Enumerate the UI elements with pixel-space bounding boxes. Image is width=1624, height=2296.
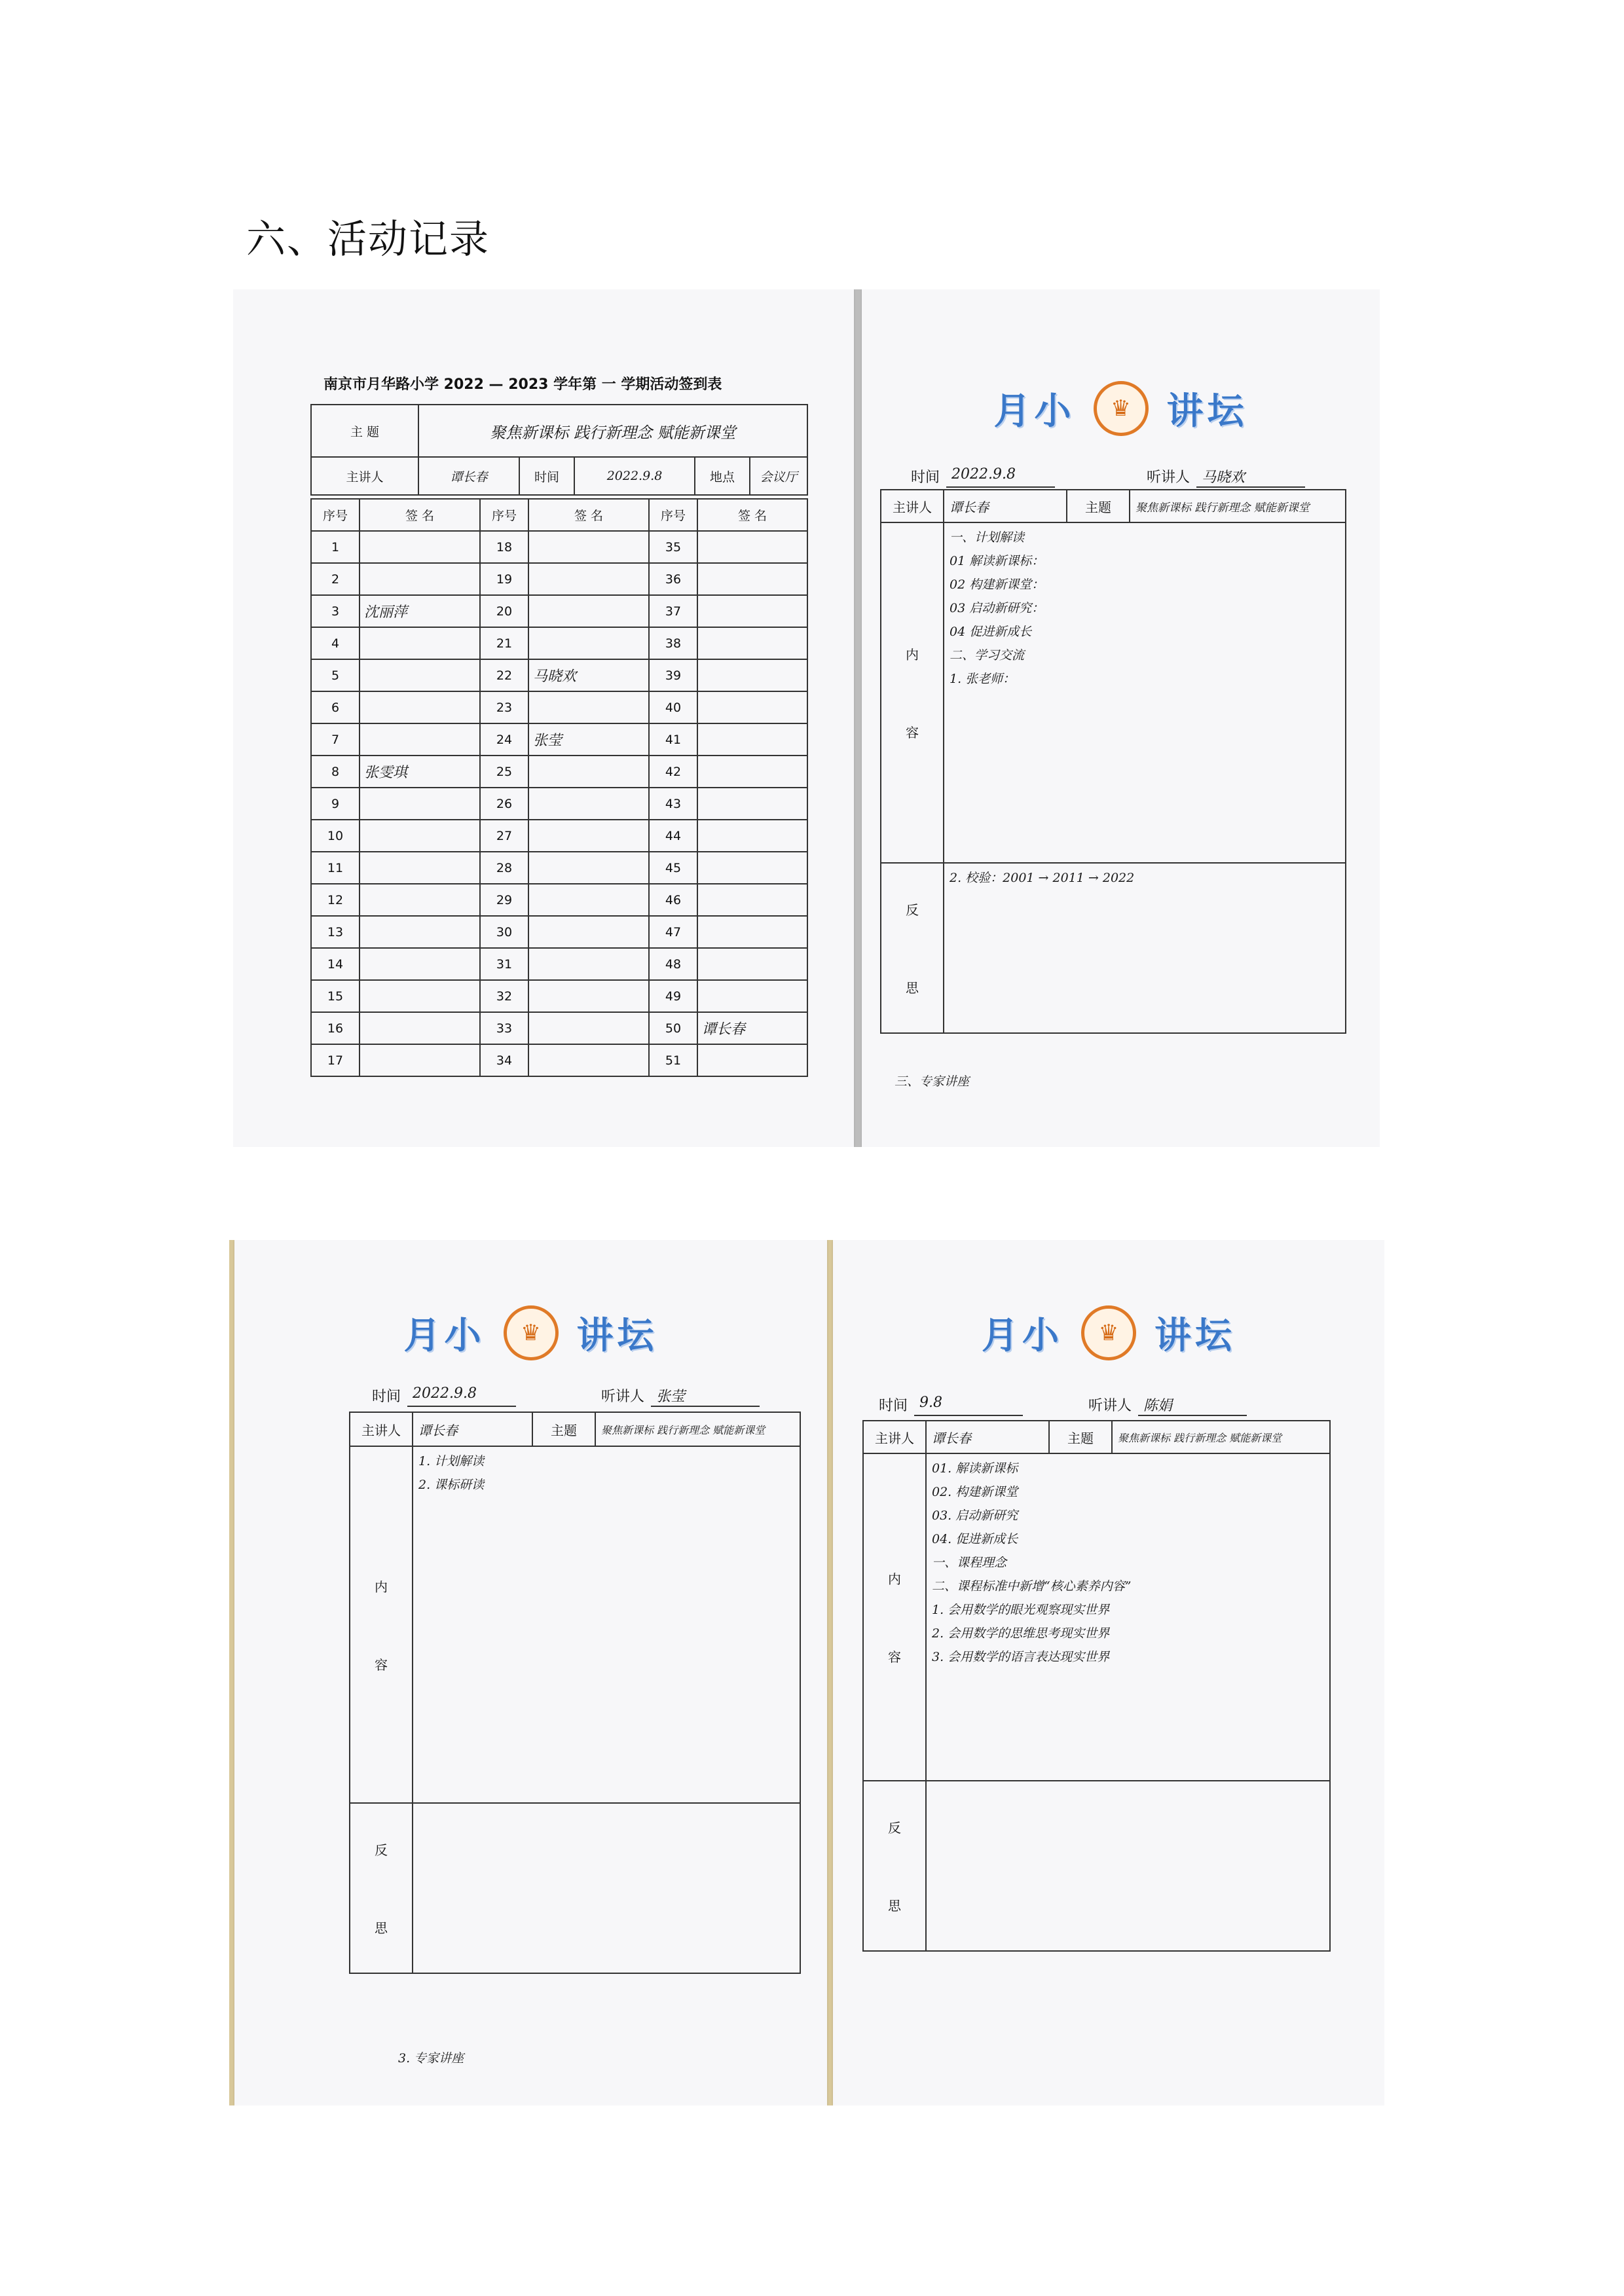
handwritten-line: 一、计划解读 xyxy=(950,530,1025,545)
row-number: 34 xyxy=(480,1044,528,1076)
activity-photo-1 xyxy=(233,289,1380,1147)
signature-cell xyxy=(528,531,649,563)
row-number: 46 xyxy=(649,884,697,916)
table-row xyxy=(311,948,807,980)
signature-cell xyxy=(528,756,649,788)
signature-cell xyxy=(528,627,649,659)
row-number: 37 xyxy=(649,595,697,627)
signature-cell xyxy=(528,595,649,627)
time-label: 时间 xyxy=(911,469,940,486)
forum-sheet-1 xyxy=(862,289,1380,1147)
speaker-label: 主讲人 xyxy=(863,1421,926,1453)
handwritten-line: 2. 会用数学的思维思考现实世界 xyxy=(932,1626,1110,1641)
table-row xyxy=(311,563,807,595)
table-row xyxy=(311,980,807,1012)
signature-cell xyxy=(528,980,649,1012)
signature-cell xyxy=(528,916,649,948)
content-label: 内 容 xyxy=(350,1446,413,1803)
listener-label: 听讲人 xyxy=(601,1389,645,1405)
handwritten-line: 01. 解读新课标 xyxy=(932,1461,1018,1476)
sign-in-title: 南京市月华路小学 2022 — 2023 学年第 一 学期活动签到表 xyxy=(323,376,722,393)
time-value: 2022.9.8 xyxy=(946,466,1055,488)
content-cell xyxy=(413,1446,800,1803)
row-number: 40 xyxy=(649,691,697,723)
table-row xyxy=(311,884,807,916)
row-number: 4 xyxy=(311,627,360,659)
school-emblem-icon: ♛ xyxy=(1081,1305,1136,1360)
row-number: 8 xyxy=(311,756,360,788)
signature-cell xyxy=(528,788,649,820)
theme-label: 主题 xyxy=(1067,490,1130,522)
signature-cell xyxy=(360,852,480,884)
signature-cell xyxy=(360,691,480,723)
signature-cell xyxy=(360,531,480,563)
time-value: 2022.9.8 xyxy=(574,457,695,495)
time-label: 时间 xyxy=(879,1398,908,1414)
signature-cell xyxy=(697,595,807,627)
page-heading: 六、活动记录 xyxy=(246,217,490,263)
signature-cell xyxy=(528,820,649,852)
row-number: 44 xyxy=(649,820,697,852)
activity-photo-2 xyxy=(229,1240,1384,2105)
theme-value: 聚焦新课标 践行新理念 赋能新课堂 xyxy=(595,1412,800,1446)
signature-cell xyxy=(697,820,807,852)
table-row xyxy=(311,531,807,563)
forum-table xyxy=(349,1412,801,1974)
forum-table xyxy=(880,489,1346,1034)
content-label: 内 容 xyxy=(863,1453,926,1781)
signature-cell xyxy=(697,884,807,916)
handwritten-line: 03 启动新研究： xyxy=(950,601,1044,615)
row-number: 19 xyxy=(480,563,528,595)
row-number: 25 xyxy=(480,756,528,788)
sign-in-table-header xyxy=(311,499,807,531)
col-sign: 签 名 xyxy=(697,499,807,531)
row-number: 50 xyxy=(649,1012,697,1044)
forum-table xyxy=(862,1420,1331,1952)
brand-left: 月小 xyxy=(403,1315,485,1357)
table-row xyxy=(311,916,807,948)
theme-value: 聚焦新课标 践行新理念 赋能新课堂 xyxy=(1130,490,1346,522)
signature-cell xyxy=(697,916,807,948)
row-number: 22 xyxy=(480,659,528,691)
row-number: 51 xyxy=(649,1044,697,1076)
row-number: 31 xyxy=(480,948,528,980)
signature-cell xyxy=(360,820,480,852)
table-row xyxy=(311,691,807,723)
row-number: 27 xyxy=(480,820,528,852)
handwritten-line: 二、课程标准中新增“核心素养内容” xyxy=(932,1579,1132,1594)
reflection-label: 反 思 xyxy=(881,863,944,1033)
forum-logo xyxy=(833,1305,1384,1360)
col-no: 序号 xyxy=(649,499,697,531)
row-number: 41 xyxy=(649,723,697,756)
school-emblem-icon: ♛ xyxy=(504,1305,559,1360)
col-no: 序号 xyxy=(311,499,360,531)
signature-cell xyxy=(697,948,807,980)
forum-sheet-3 xyxy=(833,1240,1384,2105)
row-number: 28 xyxy=(480,852,528,884)
signature-cell: 马晓欢 xyxy=(528,659,649,691)
sign-in-sheet xyxy=(233,289,854,1147)
handwritten-line: 3. 会用数学的语言表达现实世界 xyxy=(932,1650,1110,1664)
forum-sheet-2 xyxy=(234,1240,827,2105)
table-row xyxy=(311,1044,807,1076)
table-row xyxy=(311,595,807,627)
speaker-value: 谭长春 xyxy=(944,490,1067,522)
signature-cell xyxy=(528,884,649,916)
row-number: 23 xyxy=(480,691,528,723)
row-number: 5 xyxy=(311,659,360,691)
signature-cell xyxy=(360,948,480,980)
signature-cell xyxy=(697,627,807,659)
signature-cell xyxy=(528,1044,649,1076)
signature-cell xyxy=(697,788,807,820)
signature-cell xyxy=(360,1044,480,1076)
signature-cell xyxy=(697,852,807,884)
forum-meta xyxy=(372,1385,760,1407)
speaker-label: 主讲人 xyxy=(350,1412,413,1446)
time-value: 9.8 xyxy=(914,1394,1023,1416)
row-number: 6 xyxy=(311,691,360,723)
row-number: 17 xyxy=(311,1044,360,1076)
reflection-cell xyxy=(944,863,1346,1033)
signature-cell xyxy=(360,563,480,595)
listener-label: 听讲人 xyxy=(1088,1398,1132,1414)
listener-value: 马晓欢 xyxy=(1196,466,1305,488)
signature-cell xyxy=(528,1012,649,1044)
row-number: 9 xyxy=(311,788,360,820)
table-row xyxy=(311,820,807,852)
place-value: 会议厅 xyxy=(750,457,807,495)
forum-meta xyxy=(911,466,1305,488)
table-row xyxy=(311,659,807,691)
row-number: 42 xyxy=(649,756,697,788)
row-number: 32 xyxy=(480,980,528,1012)
speaker-label: 主讲人 xyxy=(881,490,944,522)
row-number: 12 xyxy=(311,884,360,916)
forum-footer: 三、专家讲座 xyxy=(895,1074,970,1089)
row-number: 7 xyxy=(311,723,360,756)
row-number: 38 xyxy=(649,627,697,659)
col-sign: 签 名 xyxy=(360,499,480,531)
signature-cell xyxy=(360,723,480,756)
signature-cell xyxy=(360,788,480,820)
row-number: 35 xyxy=(649,531,697,563)
reflection-cell xyxy=(926,1781,1330,1951)
table-row xyxy=(311,627,807,659)
brand-right: 讲坛 xyxy=(576,1315,658,1357)
handwritten-line: 02 构建新课堂： xyxy=(950,577,1044,592)
listener-value: 陈娟 xyxy=(1138,1394,1247,1416)
signature-cell xyxy=(360,659,480,691)
signature-cell xyxy=(697,756,807,788)
row-number: 18 xyxy=(480,531,528,563)
row-number: 20 xyxy=(480,595,528,627)
content-cell xyxy=(926,1453,1330,1781)
forum-logo xyxy=(862,381,1380,436)
speaker-value: 谭长春 xyxy=(926,1421,1049,1453)
speaker-value: 谭长春 xyxy=(413,1412,532,1446)
handwritten-line: 01 解读新课标： xyxy=(950,554,1044,568)
row-number: 43 xyxy=(649,788,697,820)
time-value: 2022.9.8 xyxy=(407,1385,516,1407)
brand-right: 讲坛 xyxy=(1154,1315,1236,1357)
row-number: 36 xyxy=(649,563,697,595)
content-label: 内 容 xyxy=(881,522,944,863)
row-number: 30 xyxy=(480,916,528,948)
speaker-label: 主讲人 xyxy=(311,457,418,495)
signature-cell: 谭长春 xyxy=(697,1012,807,1044)
content-cell xyxy=(944,522,1346,863)
handwritten-line: 1. 张老师： xyxy=(950,672,1016,686)
signature-cell xyxy=(360,884,480,916)
signature-cell xyxy=(697,723,807,756)
col-sign: 签 名 xyxy=(528,499,649,531)
signature-cell xyxy=(360,627,480,659)
forum-meta xyxy=(879,1394,1247,1416)
listener-label: 听讲人 xyxy=(1147,469,1190,486)
row-number: 2 xyxy=(311,563,360,595)
forum-logo xyxy=(234,1305,827,1360)
handwritten-line: 03. 启动新研究 xyxy=(932,1508,1018,1523)
table-row xyxy=(311,788,807,820)
sign-in-table xyxy=(310,498,808,1077)
signature-cell xyxy=(697,563,807,595)
row-number: 47 xyxy=(649,916,697,948)
place-label: 地点 xyxy=(695,457,750,495)
table-row xyxy=(311,723,807,756)
row-number: 14 xyxy=(311,948,360,980)
row-number: 1 xyxy=(311,531,360,563)
col-no: 序号 xyxy=(480,499,528,531)
sign-in-header-table xyxy=(310,404,808,496)
handwritten-line: 04. 促进新成长 xyxy=(932,1532,1018,1546)
theme-value: 聚焦新课标 践行新理念 赋能新课堂 xyxy=(1112,1421,1330,1453)
handwritten-line: 1. 会用数学的眼光观察现实世界 xyxy=(932,1603,1110,1617)
row-number: 21 xyxy=(480,627,528,659)
signature-cell xyxy=(697,691,807,723)
signature-cell xyxy=(697,1044,807,1076)
row-number: 49 xyxy=(649,980,697,1012)
signature-cell xyxy=(360,980,480,1012)
listener-value: 张莹 xyxy=(651,1385,760,1407)
row-number: 26 xyxy=(480,788,528,820)
row-number: 39 xyxy=(649,659,697,691)
row-number: 16 xyxy=(311,1012,360,1044)
brand-right: 讲坛 xyxy=(1166,390,1248,433)
signature-cell: 张雯琪 xyxy=(360,756,480,788)
handwritten-line: 2. 校验：2001 → 2011 → 2022 xyxy=(950,871,1135,885)
signature-cell xyxy=(528,563,649,595)
handwritten-line: 04 促进新成长 xyxy=(950,625,1032,639)
row-number: 45 xyxy=(649,852,697,884)
signature-cell xyxy=(697,980,807,1012)
brand-left: 月小 xyxy=(982,1315,1063,1357)
theme-label: 主 题 xyxy=(311,405,418,457)
reflection-cell xyxy=(413,1803,800,1973)
signature-cell xyxy=(528,948,649,980)
school-emblem-icon: ♛ xyxy=(1094,381,1149,436)
forum-footer: 3. 专家讲座 xyxy=(398,2051,464,2066)
row-number: 29 xyxy=(480,884,528,916)
row-number: 10 xyxy=(311,820,360,852)
signature-cell xyxy=(697,659,807,691)
theme-value: 聚焦新课标 践行新理念 赋能新课堂 xyxy=(418,405,807,457)
handwritten-line: 02. 构建新课堂 xyxy=(932,1485,1018,1499)
row-number: 48 xyxy=(649,948,697,980)
reflection-label: 反 思 xyxy=(863,1781,926,1951)
row-number: 11 xyxy=(311,852,360,884)
speaker-value: 谭长春 xyxy=(418,457,519,495)
signature-cell xyxy=(528,691,649,723)
theme-label: 主题 xyxy=(1049,1421,1112,1453)
brand-left: 月小 xyxy=(993,390,1075,433)
signature-cell: 张莹 xyxy=(528,723,649,756)
signature-cell xyxy=(528,852,649,884)
handwritten-line: 1. 计划解读 xyxy=(418,1454,485,1468)
table-row xyxy=(311,852,807,884)
row-number: 24 xyxy=(480,723,528,756)
row-number: 15 xyxy=(311,980,360,1012)
handwritten-line: 二、学习交流 xyxy=(950,648,1025,663)
handwritten-line: 2. 课标研读 xyxy=(418,1478,485,1492)
signature-cell xyxy=(697,531,807,563)
signature-cell: 沈丽萍 xyxy=(360,595,480,627)
time-label: 时间 xyxy=(372,1389,401,1405)
theme-label: 主题 xyxy=(532,1412,595,1446)
row-number: 13 xyxy=(311,916,360,948)
signature-cell xyxy=(360,916,480,948)
handwritten-line: 一、课程理念 xyxy=(932,1556,1007,1570)
row-number: 3 xyxy=(311,595,360,627)
row-number: 33 xyxy=(480,1012,528,1044)
table-row xyxy=(311,1012,807,1044)
table-row xyxy=(311,756,807,788)
reflection-label: 反 思 xyxy=(350,1803,413,1973)
signature-cell xyxy=(360,1012,480,1044)
time-label: 时间 xyxy=(519,457,574,495)
